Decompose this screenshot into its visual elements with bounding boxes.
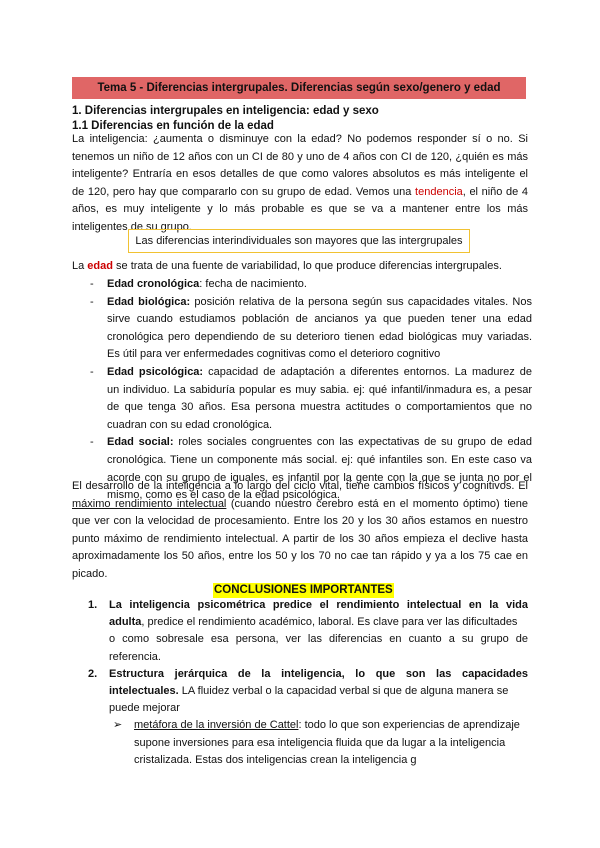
text-line	[109, 597, 528, 614]
conclusions-heading: CONCLUSIONES IMPORTANTES	[214, 584, 393, 596]
text-line: referencia.	[109, 650, 161, 663]
text-fragment: LA fluidez verbal o la capacidad verbal si que de alguna manera se	[178, 684, 509, 697]
section-heading: 1. Diferencias intergrupales en inteligencia: edad y sexo	[72, 105, 379, 117]
text-line: acorde con su grupo de iguales, es infantil por la gente con la que se junta no por el	[107, 471, 532, 484]
text-fragment: posición relativa de la persona según sus capacidades vitales. Nos	[190, 295, 532, 308]
list-item: - Edad biológica: posición relativa de la persona según sus capacidades vitales. Nos sirve cuando estudiamos población de ancianos ya que pueden tener una edad cronológica pero dependiendo de su deterioro tienen edad biológicas muy variadas. Es útil para ver enfermedades cognitivas como el deterioro cognitivo	[72, 294, 532, 364]
text-line	[107, 294, 532, 312]
list-term: Edad psicológica:	[107, 365, 204, 378]
edad-intro	[72, 258, 528, 276]
list-term: Edad social:	[107, 436, 174, 449]
arrow-bullet-icon: ➢	[113, 719, 123, 732]
text-line	[72, 184, 528, 202]
text-line: sirve cuando estudiamos población de ancianos ya que pueden tener una edad	[107, 313, 532, 326]
text-line: inteligente? Entraría en esos detalles de que como valores absolutos es más inteligente el	[72, 168, 528, 181]
desarrollo-paragraph	[72, 478, 528, 584]
text-line: puede mejorar	[109, 702, 180, 715]
text-line: punto máximo de rendimiento intelectual. A partir de los 30 años empieza el declive hasta	[72, 532, 528, 545]
text-line: que ver con la velocidad de procesamiento. Entre los 20 y los 30 años estamos en nuestro	[72, 515, 528, 528]
text-line	[109, 614, 528, 631]
conclusions-list	[88, 597, 528, 769]
text-fragment: La	[72, 260, 88, 272]
bold-text: Estructura jerárquica de la inteligencia, lo que son las capacidades	[109, 667, 528, 680]
text-line	[134, 719, 460, 731]
text-line: inteligencia cristalizada. Estas dos inteligencias crean la inteligencia g	[134, 736, 506, 766]
text-fragment: de 120, pero hay que compararlo con su grupo de edad. Vemos una	[72, 185, 416, 198]
text-fragment: capacidad de adaptación a diferentes entornos. La madurez de	[203, 365, 532, 378]
text-line: mismo, como es el caso de la edad psicológica.	[107, 489, 340, 502]
text-line: tenemos un niño de 12 años con un CI de 80 y uno de 4 años con CI de 120, ¿quién es más	[72, 150, 528, 163]
bold-text: intelectuales.	[109, 684, 179, 697]
list-term: Edad cronológica	[107, 278, 200, 290]
text-line	[72, 496, 528, 514]
text-line: años, es muy inteligente y lo más probable es que se va a mantener entre los más	[72, 203, 528, 216]
text-fragment: se trata de una fuente de variabilidad, lo que produce diferencias intergrupales.	[112, 260, 502, 272]
text-line: Es útil para ver enfermedades cognitivas como el deterioro cognitivo	[107, 348, 441, 361]
page-title: Tema 5 - Diferencias intergrupales. Diferencias según sexo/genero y edad	[72, 77, 526, 99]
highlight-word: tendencia	[415, 185, 463, 198]
list-item: - Edad psicológica: capacidad de adaptación a diferentes entornos. La madurez de un individuo. La sabiduría popular es muy sabia. ej: qué infantil/inmadura es, a pesar de que tenga 30 años. Esa persona muestra actitudes o comportamientos que no cuadran con su edad cronológica.	[72, 364, 532, 434]
text-line: o como sobresale esa persona, ver las diferencias en cuanto a su grupo de	[109, 633, 528, 646]
text-line: inteligentes de su grupo.	[72, 220, 192, 233]
text-fragment: : fecha de nacimiento.	[199, 278, 307, 290]
text-line: aproximadamente los 50 años, entre los 50 y los 70 no cae tan rápido y ya a los 75 cae en	[72, 550, 528, 563]
sub-list-item	[88, 717, 528, 769]
text-line	[107, 434, 532, 452]
text-line: El desarrollo de la inteligencia a lo largo del ciclo vital, tiene cambios físicos y cognitivos. El	[72, 480, 528, 492]
text-fragment: (cuando nuestro cerebro está en el momento óptimo) tiene	[226, 497, 528, 510]
bold-text: La inteligencia psicométrica predice el rendimiento intelectual en la vida	[109, 599, 528, 611]
text-line	[109, 683, 528, 700]
text-line	[109, 666, 528, 683]
highlight-word: edad	[87, 260, 113, 272]
list-item	[88, 666, 528, 718]
text-fragment: : todo lo que son experiencias de	[298, 719, 460, 732]
text-line: cronológica pero dependiendo de su deterioro tienen edad biológicas muy variadas.	[107, 330, 532, 343]
text-line: aprendizaje supone inversiones para esa inteligencia fluida que da lugar a la	[134, 719, 520, 749]
text-fragment: , el niño de 4	[462, 185, 528, 198]
bold-text: adulta	[109, 616, 142, 629]
list-number: 1.	[88, 599, 98, 611]
list-item: - Edad cronológica: fecha de nacimiento.	[72, 276, 532, 294]
text-line: La inteligencia: ¿aumenta o disminuye con la edad? No podemos responder sí o no. Si	[72, 133, 528, 145]
list-item: - Edad social: roles sociales congruentes con las expectativas de su grupo de edad cronológica. Tiene un componente más social. ej: qué infantiles son. En este caso va acorde con su grupo de iguales, es infantil por la gente con la que se junta no por el mismo, como es el caso de la edad psicológica.	[72, 434, 532, 504]
underlined-term: máximo rendimiento intelectual	[72, 497, 227, 510]
text-line: cuadran con su edad cronológica.	[107, 418, 273, 431]
list-item	[88, 597, 528, 666]
text-line: cronológica. Tiene un componente más social. ej: qué infantiles son. En este caso va	[107, 453, 532, 466]
text-line	[72, 258, 528, 276]
intro-paragraph	[72, 131, 528, 237]
text-fragment: , predice el rendimiento académico, laboral. Es clave para ver las dificultades	[141, 616, 518, 629]
text-line: un individuo. La sabiduría popular es muy sabia. ej: qué infantil/inmadura es, a pesar	[107, 383, 532, 396]
text-line: de que tenga 30 años. Esa persona muestra actitudes o comportamientos que no	[107, 401, 532, 414]
text-line: picado.	[72, 567, 108, 580]
list-number: 2.	[88, 667, 98, 680]
text-fragment: roles sociales congruentes con las expectativas de su grupo de edad	[173, 436, 532, 449]
edad-list	[72, 276, 532, 505]
list-term: Edad biológica:	[107, 295, 191, 308]
underlined-term: metáfora de la inversión de Cattel	[134, 719, 299, 732]
text-line	[107, 276, 532, 294]
subsection-heading: 1.1 Diferencias en función de la edad	[72, 120, 274, 132]
text-line	[107, 364, 532, 382]
callout-box: Las diferencias interindividuales son mayores que las intergrupales	[128, 229, 470, 253]
